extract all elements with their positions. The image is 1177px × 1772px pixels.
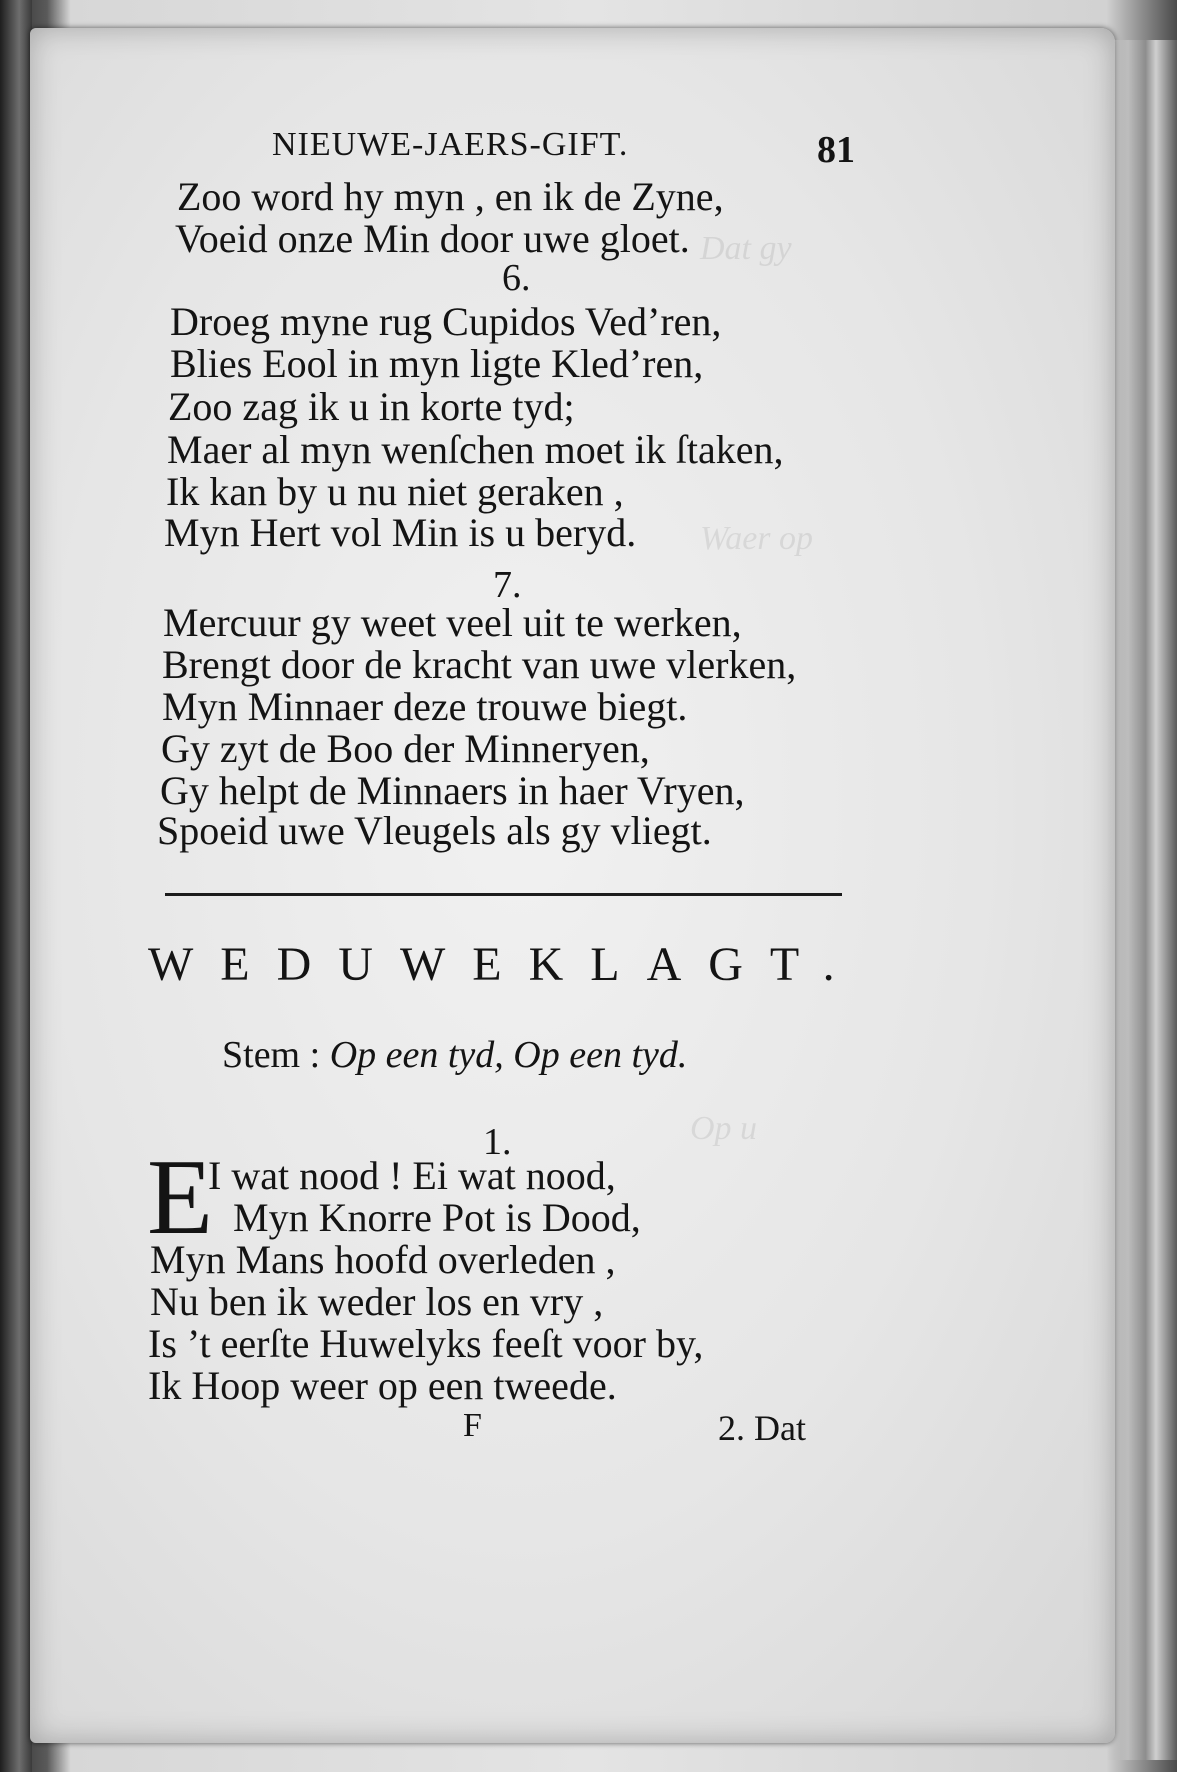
page-number: 81 xyxy=(817,129,855,171)
section-divider xyxy=(165,893,842,896)
verse-line: Gy helpt de Minnaers in haer Vryen, xyxy=(160,768,745,813)
verse-line: Blies Eool in myn ligte Kled’ren, xyxy=(170,341,704,386)
tune-indication xyxy=(222,1033,687,1077)
verse-line: I wat nood ! Ei wat nood, xyxy=(208,1153,616,1198)
verse-line: Droeg myne rug Cupidos Ved’ren, xyxy=(170,299,722,344)
page-edge-stack xyxy=(1107,40,1177,1760)
book-gutter xyxy=(0,0,32,1772)
show-through-text: Op u xyxy=(690,1110,758,1147)
verse-line: Ik kan by u nu niet geraken , xyxy=(166,469,624,514)
stanza-number: 7. xyxy=(493,564,522,606)
verse-line: Voeid onze Min door uwe gloet. xyxy=(175,216,690,261)
signature-mark: F xyxy=(463,1407,482,1444)
catchword: 2. Dat xyxy=(718,1408,806,1448)
verse-line: Is ’t eerſte Huwelyks feeſt voor by, xyxy=(148,1321,704,1366)
verse-line: Myn Knorre Pot is Dood, xyxy=(233,1195,641,1240)
verse-line: Gy zyt de Boo der Minneryen, xyxy=(161,726,650,771)
verse-line: Myn Minnaer deze trouwe biegt. xyxy=(162,684,688,729)
stanza-number: 6. xyxy=(502,257,531,299)
verse-line: Nu ben ik weder los en vry , xyxy=(150,1279,604,1324)
drop-cap: E xyxy=(147,1138,213,1257)
verse-line: Maer al myn wenſchen moet ik ſtaken, xyxy=(167,427,784,472)
verse-line: Myn Hert vol Min is u beryd. xyxy=(164,510,637,555)
verse-line: Myn Mans hoofd overleden , xyxy=(150,1237,616,1282)
verse-line: Mercuur gy weet veel uit te werken, xyxy=(163,600,742,645)
verse-line: Brengt door de kracht van uwe vlerken, xyxy=(162,642,797,687)
verse-line: Ik Hoop weer op een tweede. xyxy=(148,1363,617,1408)
verse-line: Spoeid uwe Vleugels als gy vliegt. xyxy=(157,808,712,853)
tune-text: Op een tyd, Op een tyd. xyxy=(329,1034,688,1076)
verse-line: Zoo zag ik u in korte tyd; xyxy=(168,384,575,429)
poem-title: WEDUWEKLAGT. xyxy=(148,938,862,991)
verse-line: Zoo word hy myn , en ik de Zyne, xyxy=(177,174,724,219)
show-through-text: Waer op xyxy=(700,520,814,557)
show-through-text: Dat gy xyxy=(700,230,792,267)
book-page xyxy=(30,28,1115,1743)
stanza-number: 1. xyxy=(483,1121,512,1163)
running-head: NIEUWE-JAERS-GIFT. xyxy=(272,126,629,163)
tune-label: Stem : xyxy=(222,1034,330,1076)
